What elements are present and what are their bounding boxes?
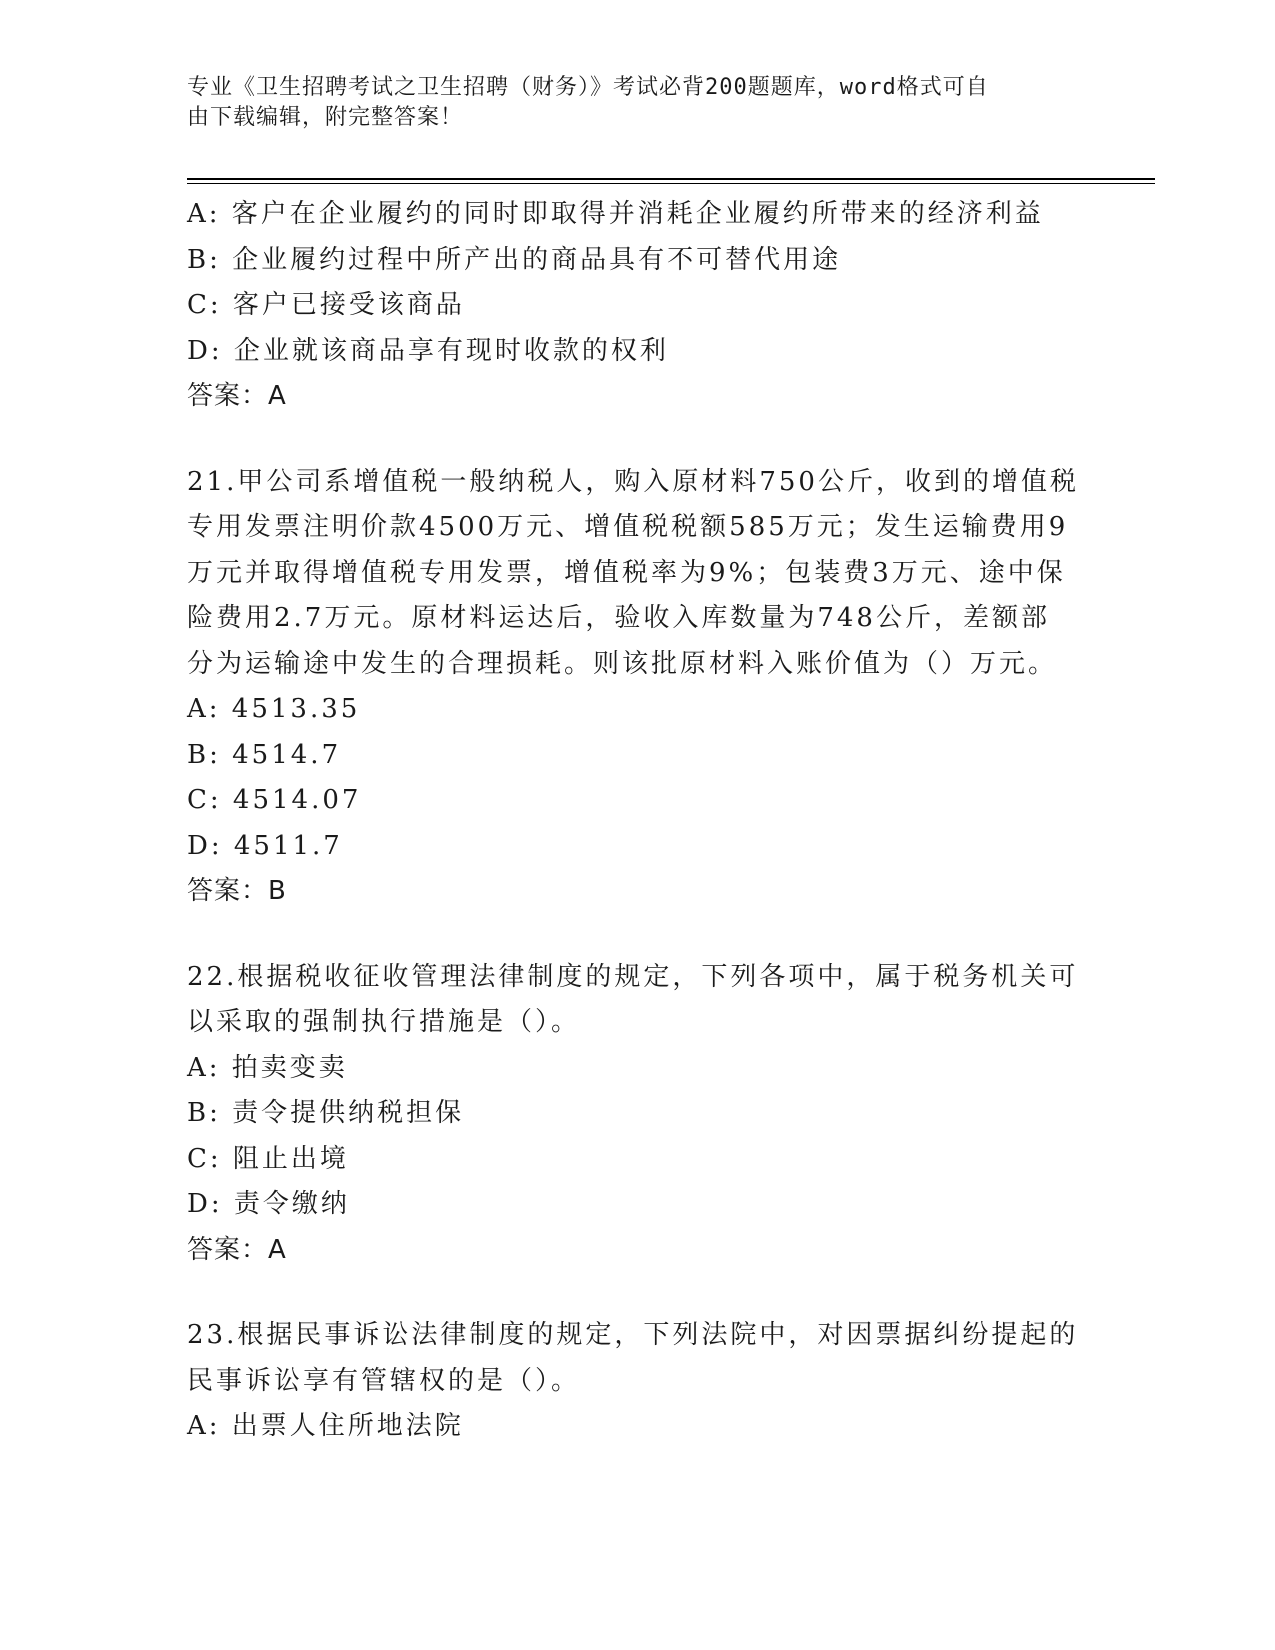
answer-line: 答案：A <box>187 381 287 411</box>
option-d: D: 企业就该商品享有现时收款的权利 <box>187 335 669 366</box>
question-stem-line: 21.甲公司系增值税一般纳税人，购入原材料750公斤，收到的增值税 <box>187 466 1079 497</box>
option-b: B: 4514.7 <box>187 739 342 770</box>
option-a: A: 客户在企业履约的同时即取得并消耗企业履约所带来的经济利益 <box>187 199 1044 229</box>
option-c: C: 客户已接受该商品 <box>187 290 465 320</box>
option-a: A: 出票人住所地法院 <box>187 1411 464 1441</box>
header-line-1: 专业《卫生招聘考试之卫生招聘（财务）》考试必背200题题库，word格式可自 <box>187 75 989 100</box>
header-line-2: 由下载编辑，附完整答案！ <box>187 105 464 130</box>
question-stem-line: 22.根据税收征收管理法律制度的规定，下列各项中，属于税务机关可 <box>187 961 1079 992</box>
header-rule-thick <box>187 178 1155 180</box>
question-stem-line: 以采取的强制执行措施是（）。 <box>187 1007 581 1037</box>
option-a: A: 4513.35 <box>187 694 361 724</box>
question-20-block <box>187 192 1087 420</box>
option-c: C: 4514.07 <box>187 785 362 815</box>
option-b: B: 企业履约过程中所产出的商品具有不可替代用途 <box>187 244 842 275</box>
document-body <box>187 192 1087 1450</box>
option-d: D: 责令缴纳 <box>187 1189 350 1219</box>
document-header <box>187 73 1087 133</box>
option-a: A: 拍卖变卖 <box>187 1052 348 1083</box>
question-stem-line: 专用发票注明价款4500万元、增值税税额585万元；发生运输费用9 <box>187 512 1069 542</box>
question-stem-line: 万元并取得增值税专用发票，增值税率为9%；包装费3万元、途中保 <box>187 557 1066 588</box>
header-rule-thin <box>187 183 1155 184</box>
option-b: B: 责令提供纳税担保 <box>187 1098 465 1128</box>
question-stem-line: 民事诉讼享有管辖权的是（）。 <box>187 1365 581 1396</box>
question-stem-line: 23.根据民事诉讼法律制度的规定，下列法院中，对因票据纠纷提起的 <box>187 1320 1079 1350</box>
question-23-block <box>187 1313 1087 1450</box>
question-stem-line: 险费用2.7万元。原材料运达后，验收入库数量为748公斤，差额部 <box>187 603 1050 633</box>
question-22-block <box>187 955 1087 1274</box>
question-stem-line: 分为运输途中发生的合理损耗。则该批原材料入账价值为（）万元。 <box>187 648 1058 679</box>
answer-line: 答案：A <box>187 1234 287 1265</box>
option-c: C: 阻止出境 <box>187 1143 349 1174</box>
question-21-block <box>187 460 1087 915</box>
option-d: D: 4511.7 <box>187 830 343 861</box>
answer-line: 答案：B <box>187 876 287 906</box>
